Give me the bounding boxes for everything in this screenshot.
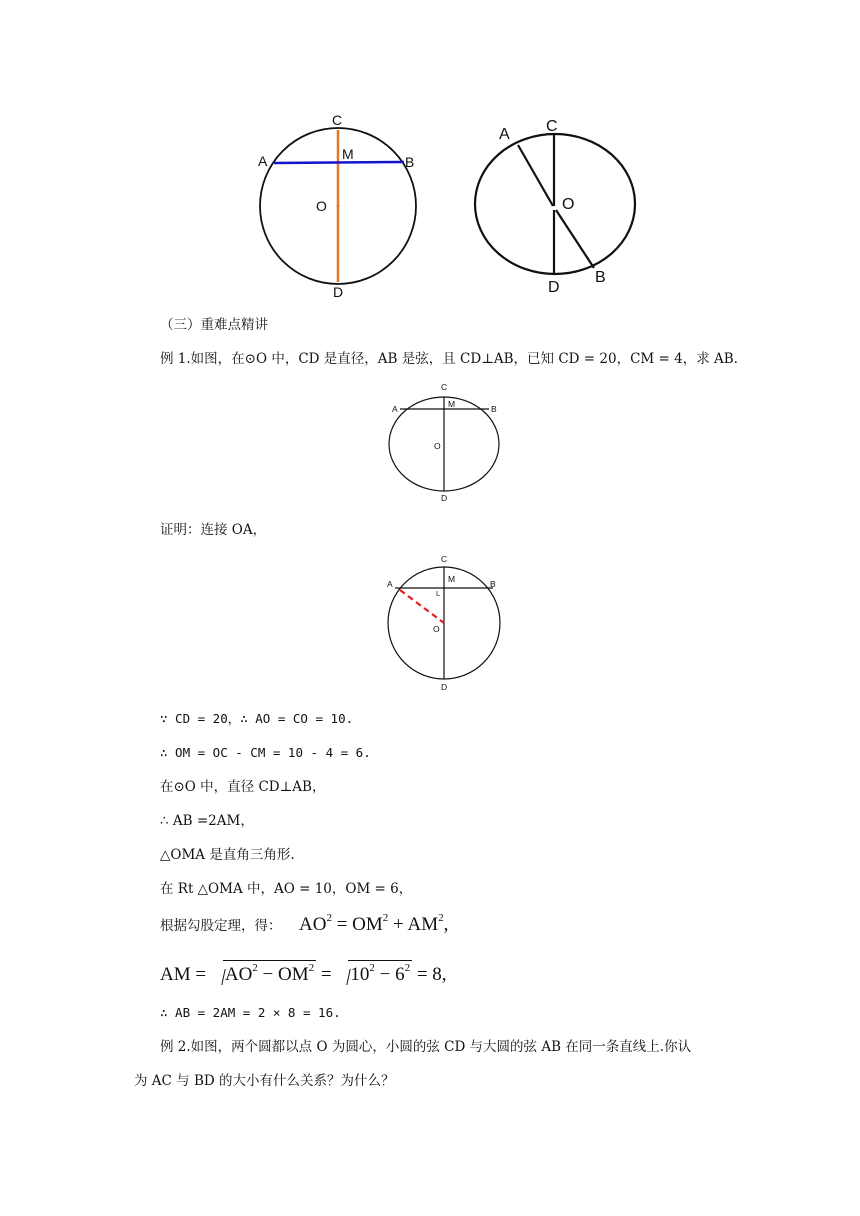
proof-intro: 证明：连接 OA， <box>160 522 267 538</box>
proof-step-7 <box>160 917 282 935</box>
eq2-exp3: 2 <box>369 962 375 974</box>
eq1-plus: + <box>388 914 408 935</box>
figure2-label-o: O <box>562 196 575 213</box>
eq1-equals: = <box>331 914 353 935</box>
eq1-exp3: 2 <box>438 912 444 924</box>
eq2-exp1: 2 <box>252 962 258 974</box>
figure2-segment-ob <box>556 210 594 268</box>
proof-step-1: ∵ CD = 20，∴ AO = CO = 10. <box>160 711 354 726</box>
figure2-segment-ao <box>518 145 553 206</box>
figure3-label-b: B <box>491 404 497 414</box>
eq2-r2: OM <box>278 964 309 985</box>
proof-step-6: 在 Rt △OMA 中，AO = 10，OM = 6， <box>160 881 413 897</box>
eq2-lhs: AM = <box>160 964 211 985</box>
figure3-label-d: D <box>441 493 448 503</box>
figure2-label-d: D <box>548 279 560 296</box>
section-heading: （三）重难点精讲 <box>160 317 268 333</box>
example2-line-1: 例 2.如图，两个圆都以点 O 为圆心，小圆的弦 CD 与大圆的弦 AB 在同一条直线上.你认 <box>160 1039 692 1055</box>
eq1-exp1: 2 <box>326 912 332 924</box>
figure2-label-b: B <box>595 269 606 286</box>
example1-text: 例 1.如图，在⊙O 中，CD 是直径，AB 是弦，且 CD⊥AB，已知 CD = 20，CM = 4，求 AB. <box>160 351 738 367</box>
eq1-tail: , <box>443 914 449 935</box>
equation-pythagoras <box>299 912 448 936</box>
figure1-label-o: O <box>316 198 327 214</box>
figure4-label-d: D <box>441 682 448 692</box>
figure-circle-chord-diameter <box>250 108 430 303</box>
eq2-equals: = <box>316 964 337 985</box>
eq1-term2: AM <box>407 914 439 935</box>
figure1-label-a: A <box>258 153 268 169</box>
figure3-label-c: C <box>441 382 448 392</box>
proof-step-3: 在⊙O 中，直径 CD⊥AB， <box>160 779 326 795</box>
eq2-result: = 8, <box>412 964 447 985</box>
figure1-label-m: M <box>342 146 354 162</box>
eq2-sqrt1 <box>211 960 316 986</box>
figure4-label-o: O <box>433 624 440 634</box>
eq2-exp2: 2 <box>308 962 315 974</box>
eq2-minus1: − <box>257 964 279 985</box>
figure3-label-a: A <box>392 404 398 414</box>
eq2-minus2: − <box>374 964 396 985</box>
proof-step-2: ∴ OM = OC - CM = 10 - 4 = 6. <box>160 745 371 760</box>
eq2-n2: 6 <box>395 964 405 985</box>
eq2-n1: 10 <box>350 964 370 985</box>
figure4-label-l: L <box>436 589 441 598</box>
figure1-label-d: D <box>333 284 344 300</box>
eq1-exp2: 2 <box>382 912 389 924</box>
figure2-label-a: A <box>499 126 510 143</box>
figure1-chord-ab <box>274 162 404 163</box>
proof-step-5: △OMA 是直角三角形. <box>160 847 295 863</box>
eq2-r1: AO <box>224 964 253 985</box>
figure3-label-o: O <box>434 441 441 451</box>
figure2-label-c: C <box>546 118 558 135</box>
figure-ellipse-two-diameters <box>465 112 645 302</box>
figure4-label-b: B <box>490 579 496 589</box>
proof-step-7-prefix: 根据勾股定理，得： <box>160 918 282 934</box>
proof-step-4: ∴ AB =2AM， <box>160 813 254 829</box>
eq1-term1: OM <box>352 914 383 935</box>
example2-line-2: 为 AC 与 BD 的大小有什么关系？为什么？ <box>134 1073 395 1089</box>
proof-step-9: ∴ AB = 2AM = 2 × 8 = 16. <box>160 1005 341 1020</box>
figure4-label-m: M <box>448 574 456 584</box>
figure4-label-a: A <box>387 579 393 589</box>
eq2-exp4: 2 <box>404 962 411 974</box>
eq1-lhs: AO <box>299 914 327 935</box>
figure1-label-c: C <box>332 112 343 128</box>
equation-am <box>160 960 447 986</box>
figure1-center-dot <box>337 205 340 208</box>
figure4-label-c: C <box>441 554 448 564</box>
figure-example1 <box>380 380 510 505</box>
figure-proof <box>380 552 510 694</box>
figure3-label-m: M <box>448 399 456 409</box>
figure1-label-b: B <box>405 154 415 170</box>
eq2-sqrt2 <box>336 960 412 986</box>
